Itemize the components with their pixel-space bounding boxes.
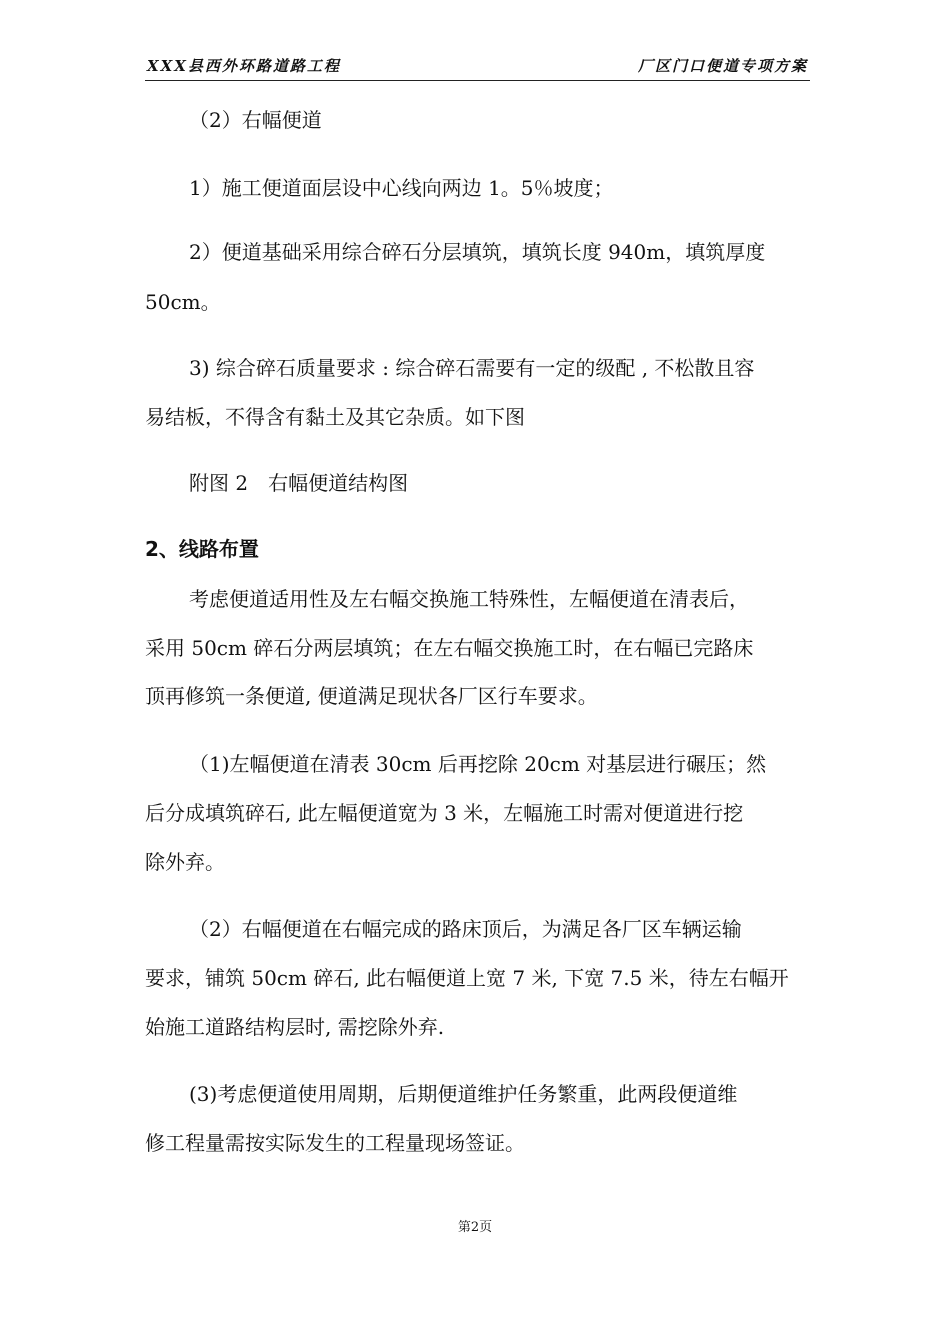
page-number: 第2页 <box>457 1220 493 1235</box>
paragraph-left-road-line2: 后分成填筑碎石, 此左幅便道宽为 3 米，左幅施工时需对便道进行挖 <box>145 801 744 825</box>
paragraph-layout-line2: 采用 50cm 碎石分两层填筑；在左右幅交换施工时，在右幅已完路床 <box>145 636 754 660</box>
header-project-title: XXX县西外环路道路工程 <box>147 57 341 75</box>
paragraph-left-road-line3: 除外弃。 <box>145 850 225 874</box>
paragraph-right-road-line3: 始施工道路结构层时, 需挖除外弃. <box>145 1015 445 1039</box>
paragraph-quality-line1: 3) 综合碎石质量要求 : 综合碎石需要有一定的级配 , 不松散且容 <box>189 356 755 380</box>
paragraph-layout-line1: 考虑便道适用性及左右幅交换施工特殊性，左幅便道在清表后， <box>189 587 749 611</box>
figure-caption: 附图 2 右幅便道结构图 <box>189 471 409 495</box>
header-document-title: 厂区门口便道专项方案 <box>637 57 808 75</box>
paragraph-right-road-line2: 要求，铺筑 50cm 碎石, 此右幅便道上宽 7 米, 下宽 7.5 米，待左右幅开 <box>145 966 789 990</box>
section-heading: 2、线路布置 <box>145 537 259 561</box>
subsection-title: （2）右幅便道 <box>189 108 322 132</box>
paragraph-base-line2: 50cm。 <box>145 290 221 314</box>
paragraph-layout-line3: 顶再修筑一条便道, 便道满足现状各厂区行车要求。 <box>145 684 598 708</box>
paragraph-base-line1: 2）便道基础采用综合碎石分层填筑，填筑长度 940m，填筑厚度 <box>189 240 766 264</box>
paragraph-maintenance-line1: (3)考虑便道使用周期，后期便道维护任务繁重，此两段便道维 <box>189 1082 738 1106</box>
paragraph-right-road-line1: （2）右幅便道在右幅完成的路床顶后，为满足各厂区车辆运输 <box>189 917 742 941</box>
paragraph-left-road-line1: （1)左幅便道在清表 30cm 后再挖除 20cm 对基层进行碾压；然 <box>189 752 767 776</box>
paragraph-slope: 1）施工便道面层设中心线向两边 1。5％坡度； <box>189 176 614 200</box>
paragraph-quality-line2: 易结板，不得含有黏土及其它杂质。如下图 <box>145 405 525 429</box>
page-header <box>145 52 810 81</box>
paragraph-maintenance-line2: 修工程量需按实际发生的工程量现场签证。 <box>145 1131 525 1155</box>
